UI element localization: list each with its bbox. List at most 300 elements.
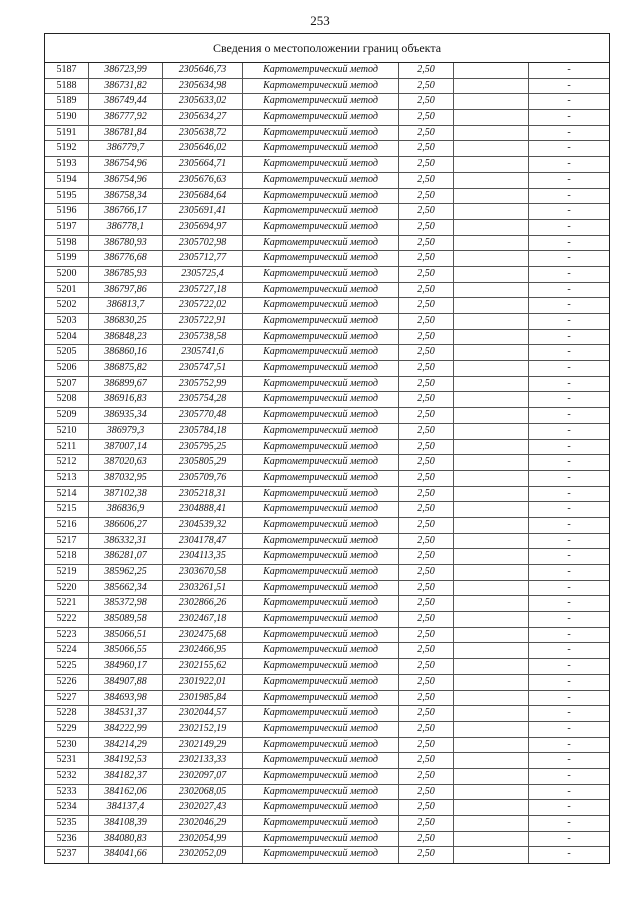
x-coordinate-cell: 387020,63 (89, 455, 163, 470)
accuracy-cell: 2,50 (399, 63, 454, 78)
method-cell: Картометрический метод (243, 612, 399, 627)
x-coordinate-cell: 384960,17 (89, 659, 163, 674)
point-number-cell: 5212 (45, 455, 89, 470)
accuracy-cell: 2,50 (399, 549, 454, 564)
method-cell: Картометрический метод (243, 440, 399, 455)
description-cell: - (567, 503, 571, 515)
accuracy-cell: 2,50 (399, 392, 454, 407)
x-coordinate-cell: 386749,44 (89, 94, 163, 109)
method-cell: Картометрический метод (243, 361, 399, 376)
point-number-cell: 5190 (45, 110, 89, 125)
point-number-cell: 5219 (45, 565, 89, 580)
accuracy-cell: 2,50 (399, 157, 454, 172)
table-row (45, 643, 609, 659)
accuracy-cell: 2,50 (399, 769, 454, 784)
empty-cell (454, 173, 529, 188)
accuracy-cell: 2,50 (399, 110, 454, 125)
method-cell: Картометрический метод (243, 549, 399, 564)
y-coordinate-cell: 2302133,33 (163, 753, 243, 768)
description-cell: - (567, 456, 571, 468)
x-coordinate-cell: 386754,96 (89, 157, 163, 172)
point-number-cell: 5236 (45, 832, 89, 847)
table-row (45, 487, 609, 503)
method-cell: Картометрический метод (243, 518, 399, 533)
table-row (45, 361, 609, 377)
table-row (45, 157, 609, 173)
description-cell: - (567, 315, 571, 326)
table-row (45, 408, 609, 424)
accuracy-cell: 2,50 (399, 220, 454, 235)
description-cell: - (567, 832, 571, 844)
x-coordinate-cell: 386332,31 (89, 534, 163, 549)
method-cell: Картометрический метод (243, 204, 399, 219)
point-number-cell: 5216 (45, 518, 89, 533)
y-coordinate-cell: 2305722,02 (163, 298, 243, 313)
empty-cell (454, 502, 529, 517)
empty-cell (454, 816, 529, 831)
table-row (45, 596, 609, 612)
empty-cell (454, 753, 529, 768)
point-number-cell: 5208 (45, 392, 89, 407)
point-number-cell: 5232 (45, 769, 89, 784)
description-cell: - (567, 487, 571, 499)
accuracy-cell: 2,50 (399, 330, 454, 345)
y-coordinate-cell: 2305676,63 (163, 173, 243, 188)
y-coordinate-cell: 2302044,57 (163, 706, 243, 721)
accuracy-cell: 2,50 (399, 408, 454, 423)
table-row (45, 298, 609, 314)
y-coordinate-cell: 2305722,91 (163, 314, 243, 329)
accuracy-cell: 2,50 (399, 518, 454, 533)
x-coordinate-cell: 386781,84 (89, 126, 163, 141)
y-coordinate-cell: 2302152,19 (163, 722, 243, 737)
x-coordinate-cell: 386754,96 (89, 173, 163, 188)
point-number-cell: 5234 (45, 800, 89, 815)
y-coordinate-cell: 2302466,95 (163, 643, 243, 658)
y-coordinate-cell: 2301922,01 (163, 675, 243, 690)
point-number-cell: 5191 (45, 126, 89, 141)
point-number-cell: 5187 (45, 63, 89, 78)
y-coordinate-cell: 2304888,41 (163, 502, 243, 517)
point-number-cell: 5226 (45, 675, 89, 690)
description-cell: - (567, 817, 571, 828)
empty-cell (454, 581, 529, 596)
point-number-cell: 5209 (45, 408, 89, 423)
accuracy-cell: 2,50 (399, 534, 454, 549)
empty-cell (454, 785, 529, 800)
description-cell: - (567, 283, 571, 295)
point-number-cell: 5189 (45, 94, 89, 109)
method-cell: Картометрический метод (243, 800, 399, 815)
method-cell: Картометрический метод (243, 487, 399, 502)
accuracy-cell: 2,50 (399, 612, 454, 627)
empty-cell (454, 691, 529, 706)
x-coordinate-cell: 385066,51 (89, 628, 163, 643)
boundary-table (44, 33, 610, 864)
table-row (45, 79, 609, 95)
method-cell: Картометрический метод (243, 220, 399, 235)
table-row (45, 455, 609, 471)
x-coordinate-cell: 386836,9 (89, 502, 163, 517)
empty-cell (454, 565, 529, 580)
point-number-cell: 5206 (45, 361, 89, 376)
method-cell: Картометрический метод (243, 110, 399, 125)
table-row (45, 471, 609, 487)
description-cell: - (567, 409, 571, 421)
method-cell: Картометрический метод (243, 628, 399, 643)
table-row (45, 581, 609, 597)
accuracy-cell: 2,50 (399, 847, 454, 863)
empty-cell (454, 361, 529, 376)
description-cell: - (567, 299, 571, 311)
accuracy-cell: 2,50 (399, 565, 454, 580)
y-coordinate-cell: 2302097,07 (163, 769, 243, 784)
method-cell: Картометрический метод (243, 675, 399, 690)
y-coordinate-cell: 2305709,76 (163, 471, 243, 486)
point-number-cell: 5222 (45, 612, 89, 627)
method-cell: Картометрический метод (243, 471, 399, 486)
table-row (45, 565, 609, 581)
table-row (45, 377, 609, 393)
accuracy-cell: 2,50 (399, 251, 454, 266)
y-coordinate-cell: 2305725,4 (163, 267, 243, 282)
method-cell: Картометрический метод (243, 832, 399, 847)
method-cell: Картометрический метод (243, 722, 399, 737)
empty-cell (454, 471, 529, 486)
accuracy-cell: 2,50 (399, 487, 454, 502)
x-coordinate-cell: 386875,82 (89, 361, 163, 376)
y-coordinate-cell: 2305664,71 (163, 157, 243, 172)
empty-cell (454, 612, 529, 627)
point-number-cell: 5195 (45, 189, 89, 204)
description-cell: - (567, 173, 571, 185)
x-coordinate-cell: 386281,07 (89, 549, 163, 564)
x-coordinate-cell: 386813,7 (89, 298, 163, 313)
page-number: 253 (310, 13, 330, 28)
accuracy-cell: 2,50 (399, 816, 454, 831)
table-row (45, 94, 609, 110)
table-title: Сведения о местоположении границ объекта (45, 34, 609, 63)
description-cell: - (567, 424, 571, 436)
table-row (45, 722, 609, 738)
method-cell: Картометрический метод (243, 738, 399, 753)
accuracy-cell: 2,50 (399, 267, 454, 282)
point-number-cell: 5214 (45, 487, 89, 502)
accuracy-cell: 2,50 (399, 706, 454, 721)
description-cell: - (567, 252, 571, 264)
method-cell: Картометрический метод (243, 816, 399, 831)
accuracy-cell: 2,50 (399, 596, 454, 611)
table-row (45, 440, 609, 456)
point-number-cell: 5204 (45, 330, 89, 345)
empty-cell (454, 643, 529, 658)
accuracy-cell: 2,50 (399, 361, 454, 376)
point-number-cell: 5205 (45, 345, 89, 360)
description-cell: - (567, 346, 571, 358)
empty-cell (454, 283, 529, 298)
table-row (45, 832, 609, 848)
table-row (45, 534, 609, 550)
y-coordinate-cell: 2302046,29 (163, 816, 243, 831)
description-cell: - (567, 471, 571, 483)
empty-cell (454, 267, 529, 282)
description-cell: - (567, 754, 571, 766)
empty-cell (454, 298, 529, 313)
table-row (45, 330, 609, 346)
point-number-cell: 5199 (45, 251, 89, 266)
description-cell: - (567, 126, 571, 138)
table-row (45, 236, 609, 252)
empty-cell (454, 722, 529, 737)
empty-cell (454, 79, 529, 94)
point-number-cell: 5194 (45, 173, 89, 188)
x-coordinate-cell: 386606,27 (89, 518, 163, 533)
y-coordinate-cell: 2305795,25 (163, 440, 243, 455)
x-coordinate-cell: 385066,55 (89, 643, 163, 658)
description-cell: - (567, 220, 571, 232)
accuracy-cell: 2,50 (399, 581, 454, 596)
x-coordinate-cell: 386776,68 (89, 251, 163, 266)
empty-cell (454, 518, 529, 533)
empty-cell (454, 141, 529, 156)
method-cell: Картометрический метод (243, 659, 399, 674)
y-coordinate-cell: 2302052,09 (163, 847, 243, 863)
description-cell: - (567, 660, 571, 672)
table-row (45, 392, 609, 408)
x-coordinate-cell: 386758,34 (89, 189, 163, 204)
table-row (45, 612, 609, 628)
empty-cell (454, 408, 529, 423)
x-coordinate-cell: 384108,39 (89, 816, 163, 831)
method-cell: Картометрический метод (243, 298, 399, 313)
description-cell: - (567, 330, 571, 342)
method-cell: Картометрический метод (243, 79, 399, 94)
method-cell: Картометрический метод (243, 785, 399, 800)
y-coordinate-cell: 2305646,73 (163, 63, 243, 78)
y-coordinate-cell: 2302467,18 (163, 612, 243, 627)
point-number-cell: 5233 (45, 785, 89, 800)
accuracy-cell: 2,50 (399, 832, 454, 847)
point-number-cell: 5213 (45, 471, 89, 486)
point-number-cell: 5228 (45, 706, 89, 721)
empty-cell (454, 596, 529, 611)
table-row (45, 800, 609, 816)
table-row (45, 283, 609, 299)
method-cell: Картометрический метод (243, 141, 399, 156)
y-coordinate-cell: 2305770,48 (163, 408, 243, 423)
accuracy-cell: 2,50 (399, 424, 454, 439)
point-number-cell: 5210 (45, 424, 89, 439)
empty-cell (454, 251, 529, 266)
method-cell: Картометрический метод (243, 424, 399, 439)
y-coordinate-cell: 2302054,99 (163, 832, 243, 847)
empty-cell (454, 126, 529, 141)
x-coordinate-cell: 385372,98 (89, 596, 163, 611)
description-cell: - (567, 769, 571, 781)
method-cell: Картометрический метод (243, 769, 399, 784)
point-number-cell: 5192 (45, 141, 89, 156)
table-body (45, 63, 609, 863)
table-row (45, 267, 609, 283)
point-number-cell: 5202 (45, 298, 89, 313)
y-coordinate-cell: 2305646,02 (163, 141, 243, 156)
description-cell: - (567, 64, 571, 75)
x-coordinate-cell: 384041,66 (89, 847, 163, 863)
x-coordinate-cell: 386780,93 (89, 236, 163, 251)
description-cell: - (567, 644, 571, 656)
x-coordinate-cell: 386785,93 (89, 267, 163, 282)
empty-cell (454, 157, 529, 172)
method-cell: Картометрический метод (243, 173, 399, 188)
x-coordinate-cell: 386779,7 (89, 141, 163, 156)
description-cell: - (567, 189, 571, 201)
accuracy-cell: 2,50 (399, 722, 454, 737)
empty-cell (454, 706, 529, 721)
table-row (45, 518, 609, 534)
method-cell: Картометрический метод (243, 267, 399, 282)
description-cell: - (567, 691, 571, 703)
y-coordinate-cell: 2301985,84 (163, 691, 243, 706)
x-coordinate-cell: 386723,99 (89, 63, 163, 78)
point-number-cell: 5223 (45, 628, 89, 643)
accuracy-cell: 2,50 (399, 659, 454, 674)
accuracy-cell: 2,50 (399, 455, 454, 470)
table-row (45, 628, 609, 644)
accuracy-cell: 2,50 (399, 753, 454, 768)
description-cell: - (567, 675, 571, 687)
table-row (45, 345, 609, 361)
point-number-cell: 5231 (45, 753, 89, 768)
point-number-cell: 5211 (45, 440, 89, 455)
empty-cell (454, 236, 529, 251)
table-row (45, 251, 609, 267)
description-cell: - (567, 518, 571, 530)
description-cell: - (567, 440, 571, 452)
table-row (45, 63, 609, 79)
description-cell: - (567, 848, 571, 860)
y-coordinate-cell: 2304113,35 (163, 549, 243, 564)
description-cell: - (567, 79, 571, 91)
description-cell: - (567, 801, 571, 813)
y-coordinate-cell: 2305727,18 (163, 283, 243, 298)
method-cell: Картометрический метод (243, 596, 399, 611)
description-cell: - (567, 236, 571, 248)
x-coordinate-cell: 386731,82 (89, 79, 163, 94)
x-coordinate-cell: 386899,67 (89, 377, 163, 392)
empty-cell (454, 487, 529, 502)
y-coordinate-cell: 2305694,97 (163, 220, 243, 235)
description-cell: - (567, 738, 571, 750)
description-cell: - (567, 707, 571, 719)
method-cell: Картометрический метод (243, 643, 399, 658)
description-cell: - (567, 205, 571, 217)
point-number-cell: 5235 (45, 816, 89, 831)
table-row (45, 173, 609, 189)
method-cell: Картометрический метод (243, 455, 399, 470)
accuracy-cell: 2,50 (399, 298, 454, 313)
x-coordinate-cell: 384162,06 (89, 785, 163, 800)
y-coordinate-cell: 2305784,18 (163, 424, 243, 439)
accuracy-cell: 2,50 (399, 283, 454, 298)
table-row (45, 141, 609, 157)
description-cell: - (567, 581, 571, 593)
y-coordinate-cell: 2305754,28 (163, 392, 243, 407)
x-coordinate-cell: 384214,29 (89, 738, 163, 753)
method-cell: Картометрический метод (243, 691, 399, 706)
accuracy-cell: 2,50 (399, 628, 454, 643)
y-coordinate-cell: 2304178,47 (163, 534, 243, 549)
x-coordinate-cell: 387007,14 (89, 440, 163, 455)
x-coordinate-cell: 386830,25 (89, 314, 163, 329)
empty-cell (454, 675, 529, 690)
x-coordinate-cell: 386777,92 (89, 110, 163, 125)
point-number-cell: 5221 (45, 596, 89, 611)
description-cell: - (567, 393, 571, 405)
y-coordinate-cell: 2305634,27 (163, 110, 243, 125)
description-cell: - (567, 722, 571, 734)
empty-cell (454, 220, 529, 235)
table-row (45, 502, 609, 518)
y-coordinate-cell: 2302475,68 (163, 628, 243, 643)
method-cell: Картометрический метод (243, 565, 399, 580)
table-row (45, 847, 609, 863)
x-coordinate-cell: 385662,34 (89, 581, 163, 596)
accuracy-cell: 2,50 (399, 691, 454, 706)
accuracy-cell: 2,50 (399, 502, 454, 517)
point-number-cell: 5220 (45, 581, 89, 596)
x-coordinate-cell: 386860,16 (89, 345, 163, 360)
description-cell: - (567, 267, 571, 279)
empty-cell (454, 628, 529, 643)
empty-cell (454, 440, 529, 455)
method-cell: Картометрический метод (243, 847, 399, 863)
accuracy-cell: 2,50 (399, 94, 454, 109)
x-coordinate-cell: 384907,88 (89, 675, 163, 690)
empty-cell (454, 392, 529, 407)
y-coordinate-cell: 2305633,02 (163, 94, 243, 109)
accuracy-cell: 2,50 (399, 204, 454, 219)
method-cell: Картометрический метод (243, 251, 399, 266)
table-row (45, 816, 609, 832)
table-row (45, 691, 609, 707)
table-row (45, 189, 609, 205)
empty-cell (454, 424, 529, 439)
empty-cell (454, 345, 529, 360)
accuracy-cell: 2,50 (399, 471, 454, 486)
x-coordinate-cell: 387032,95 (89, 471, 163, 486)
description-cell: - (567, 95, 571, 107)
y-coordinate-cell: 2303670,58 (163, 565, 243, 580)
empty-cell (454, 455, 529, 470)
description-cell: - (567, 362, 571, 374)
method-cell: Картометрический метод (243, 706, 399, 721)
x-coordinate-cell: 384080,83 (89, 832, 163, 847)
method-cell: Картометрический метод (243, 314, 399, 329)
y-coordinate-cell: 2305684,64 (163, 189, 243, 204)
table-row (45, 220, 609, 236)
empty-cell (454, 659, 529, 674)
description-cell: - (567, 142, 571, 154)
accuracy-cell: 2,50 (399, 800, 454, 815)
method-cell: Картометрический метод (243, 377, 399, 392)
method-cell: Картометрический метод (243, 126, 399, 141)
method-cell: Картометрический метод (243, 502, 399, 517)
y-coordinate-cell: 2302068,05 (163, 785, 243, 800)
method-cell: Картометрический метод (243, 408, 399, 423)
point-number-cell: 5193 (45, 157, 89, 172)
x-coordinate-cell: 385962,25 (89, 565, 163, 580)
empty-cell (454, 847, 529, 863)
